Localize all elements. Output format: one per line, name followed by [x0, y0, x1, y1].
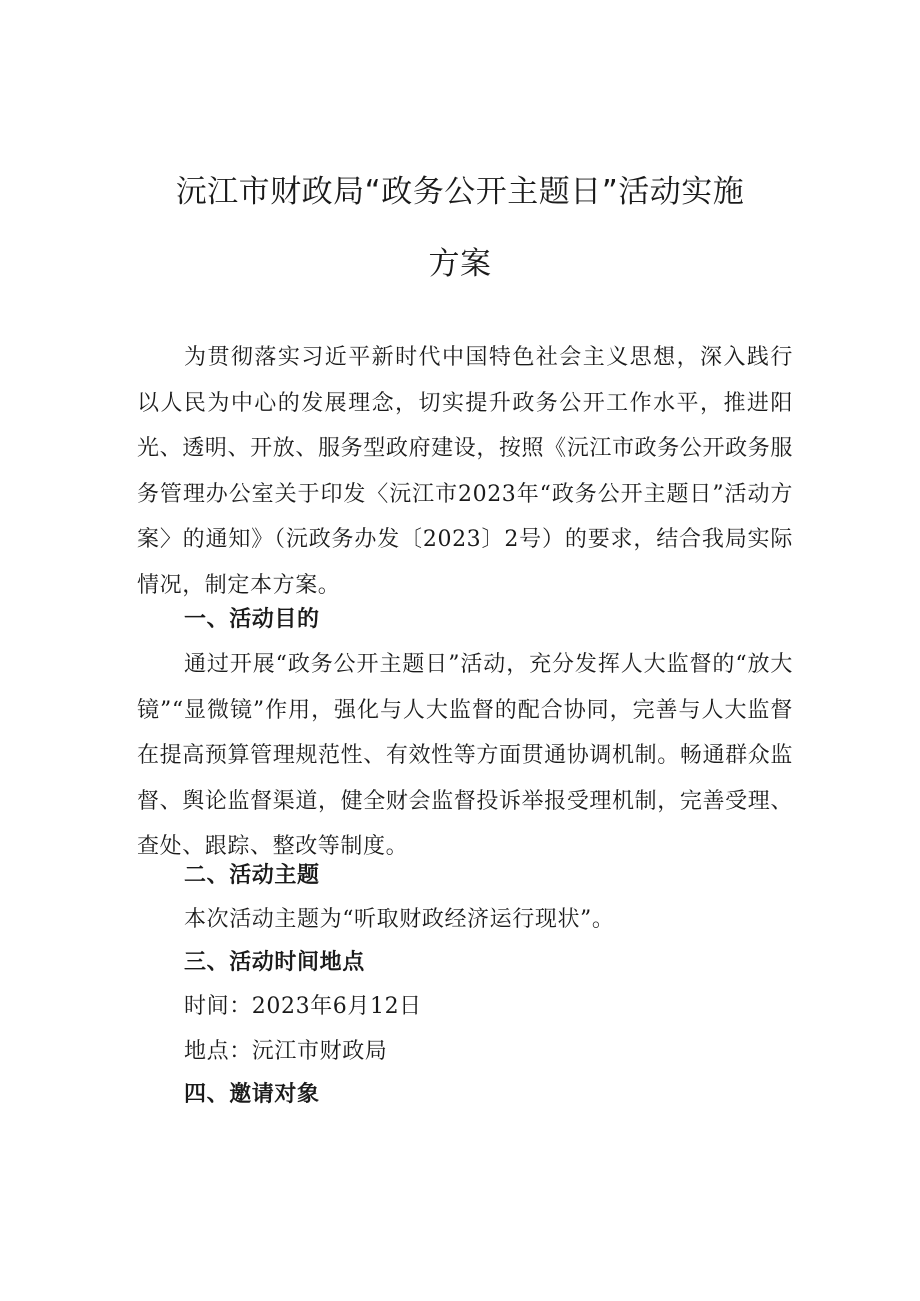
section-body-purpose: 通过开展“政务公开主题日”活动，充分发挥人大监督的“放大镜”“显微镜”作用，强化与人大监督的配合协同，完善与人大监督在提高预算管理规范性、有效性等方面贯通协调机制。畅通群众监督、舆论监督渠道，健全财会监督投诉举报受理机制，完善受理、查处、跟踪、整改等制度。: [137, 652, 793, 860]
section-heading-time-place: 三、活动时间地点: [184, 950, 365, 975]
section-heading-purpose: 一、活动目的: [184, 607, 320, 632]
section-body-theme: 本次活动主题为“听取财政经济运行现状”。: [184, 907, 615, 932]
intro-paragraph: 为贯彻落实习近平新时代中国特色社会主义思想，深入践行以人民为中心的发展理念，切实提升政务公开工作水平，推进阳光、透明、开放、服务型政府建设，按照《沅江市政务公开政务服务管理办公室关于印发〈沅江市2023年“政务公开主题日”活动方案〉的通知》（沅政务办发〔2023〕2号）的要求，结合我局实际情况，制定本方案。: [137, 345, 793, 598]
section-heading-invitees: 四、邀请对象: [184, 1082, 320, 1107]
document-title-line-1: 沅江市财政局“政务公开主题日”活动实施: [175, 174, 745, 210]
document-title-line-2: 方案: [428, 246, 492, 282]
event-place: 地点：沅江市财政局: [184, 1039, 388, 1064]
event-time: 时间：2023年6月12日: [184, 994, 422, 1019]
section-heading-theme: 二、活动主题: [184, 863, 320, 888]
